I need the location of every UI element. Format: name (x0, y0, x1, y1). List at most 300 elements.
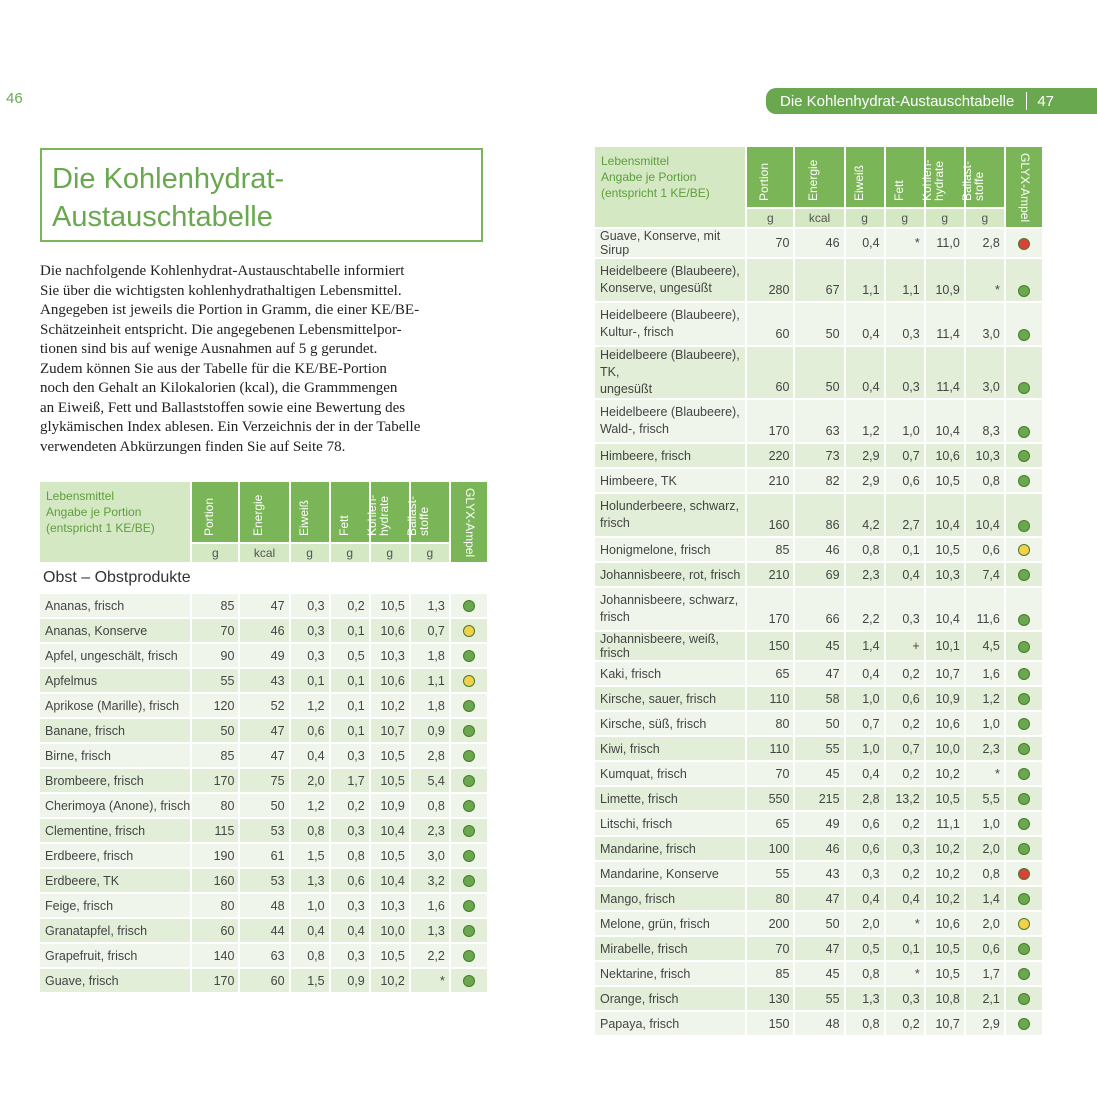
intro-line: Angegeben ist jeweils die Portion in Gramm, die einer KE/BE- (40, 302, 420, 318)
value-cell: 10,4 (926, 588, 964, 630)
table-header-row (595, 147, 1042, 207)
value-cell: 10,2 (926, 837, 964, 860)
value-cell: 10,2 (926, 862, 964, 885)
value-cell: 0,3 (291, 594, 329, 617)
value-cell: 110 (747, 737, 793, 760)
value-cell: 170 (192, 769, 238, 792)
glyx-dot-green (1018, 1018, 1030, 1030)
table-row (595, 303, 1042, 345)
glyx-cell (1006, 787, 1042, 810)
value-cell: 2,0 (846, 912, 884, 935)
column-header-food (595, 147, 745, 227)
value-cell: 10,9 (926, 687, 964, 710)
column-unit: g (371, 544, 409, 562)
value-cell: 1,6 (411, 894, 449, 917)
value-cell: 67 (795, 259, 843, 301)
value-cell: * (886, 962, 924, 985)
column-unit: g (966, 209, 1004, 227)
intro-line: tionen sind bis auf wenige Ausnahmen auf 5 g gerundet. (40, 341, 378, 357)
value-cell: 3,0 (966, 347, 1004, 398)
value-cell: 7,4 (966, 563, 1004, 586)
column-header-label: Ballast- stoffe (404, 495, 431, 536)
value-cell: 80 (192, 794, 238, 817)
value-cell: 1,3 (846, 987, 884, 1010)
table-row (595, 712, 1042, 735)
value-cell: 2,1 (966, 987, 1004, 1010)
intro-line: Zudem können Sie aus der Tabelle für die KE/BE-Portion (40, 360, 387, 377)
column-header-glyx-label: GLYX-Ampel (462, 488, 477, 558)
food-name (595, 563, 745, 586)
table-row (595, 887, 1042, 910)
value-cell: 0,3 (886, 303, 924, 345)
value-cell: 0,3 (291, 644, 329, 667)
glyx-cell (451, 869, 487, 892)
chapter-title-line: Austauschtabelle (52, 201, 273, 233)
value-cell: 0,4 (846, 303, 884, 345)
glyx-dot-green (1018, 693, 1030, 705)
value-cell: * (966, 762, 1004, 785)
value-cell: 52 (240, 694, 288, 717)
column-header-3 (886, 147, 924, 207)
glyx-dot-green (463, 750, 475, 762)
table-row (595, 962, 1042, 985)
food-name (595, 737, 745, 760)
value-cell: 0,6 (331, 869, 369, 892)
value-cell: 55 (795, 987, 843, 1010)
glyx-cell (1006, 987, 1042, 1010)
glyx-cell (451, 644, 487, 667)
value-cell: 85 (747, 538, 793, 561)
column-header-label: Fett (891, 180, 906, 201)
value-cell: 170 (747, 588, 793, 630)
value-cell: 0,3 (291, 619, 329, 642)
glyx-cell (451, 969, 487, 992)
food-name (40, 869, 190, 892)
value-cell: 10,6 (926, 712, 964, 735)
value-cell: 11,0 (926, 229, 964, 257)
food-name-line: Wald-, frisch (600, 422, 669, 436)
food-name-line: Kirsche, sauer, frisch (600, 691, 717, 706)
glyx-dot-yellow (463, 625, 475, 637)
table-row (40, 669, 487, 692)
food-name-line: Erdbeere, TK (45, 873, 120, 888)
column-header-label: Energie (806, 159, 821, 201)
value-cell: 10,3 (371, 894, 409, 917)
column-header-food-line: (entspricht 1 KE/BE) (601, 186, 710, 200)
value-cell: 0,8 (966, 862, 1004, 885)
glyx-dot-green (1018, 520, 1030, 532)
value-cell: 0,6 (886, 469, 924, 492)
value-cell: 0,2 (886, 712, 924, 735)
page-number-right: 47 (1037, 92, 1054, 110)
value-cell: 0,4 (331, 919, 369, 942)
glyx-cell (1006, 1012, 1042, 1035)
food-name-line: Mango, frisch (600, 891, 676, 906)
value-cell: 0,8 (411, 794, 449, 817)
glyx-cell (1006, 962, 1042, 985)
value-cell: 1,8 (411, 694, 449, 717)
glyx-dot-yellow (1018, 544, 1030, 556)
food-name (40, 794, 190, 817)
glyx-dot-green (463, 950, 475, 962)
intro-line: Die nachfolgende Kohlenhydrat-Austauschtabelle informiert (40, 263, 405, 279)
food-name (40, 819, 190, 842)
value-cell: 110 (747, 687, 793, 710)
food-name-line: Kaki, frisch (600, 666, 662, 681)
value-cell: 85 (747, 962, 793, 985)
value-cell: 0,4 (886, 563, 924, 586)
value-cell: 53 (240, 819, 288, 842)
value-cell: 0,1 (331, 619, 369, 642)
value-cell: 2,9 (846, 469, 884, 492)
value-cell: 0,3 (886, 837, 924, 860)
value-cell: 2,3 (966, 737, 1004, 760)
glyx-dot-green (463, 800, 475, 812)
header-divider (1026, 92, 1027, 110)
value-cell: 10,5 (926, 937, 964, 960)
glyx-cell (1006, 712, 1042, 735)
glyx-dot-green (1018, 968, 1030, 980)
value-cell: + (886, 632, 924, 660)
table-left (38, 480, 489, 994)
glyx-dot-green (1018, 285, 1030, 297)
column-header-0 (192, 482, 238, 542)
value-cell: 10,5 (371, 944, 409, 967)
value-cell: 200 (747, 912, 793, 935)
glyx-dot-red (1018, 238, 1030, 250)
value-cell: 1,4 (966, 887, 1004, 910)
value-cell: 0,3 (331, 944, 369, 967)
table-row (40, 819, 487, 842)
value-cell: 46 (240, 619, 288, 642)
value-cell: 0,1 (331, 669, 369, 692)
value-cell: 10,9 (371, 794, 409, 817)
value-cell: * (886, 229, 924, 257)
table-row (595, 937, 1042, 960)
table-row (40, 794, 487, 817)
column-unit: g (886, 209, 924, 227)
value-cell: 0,7 (846, 712, 884, 735)
value-cell: 0,1 (291, 669, 329, 692)
food-name-line: frisch (600, 610, 630, 624)
value-cell: 0,8 (291, 819, 329, 842)
glyx-cell (1006, 303, 1042, 345)
value-cell: 80 (747, 712, 793, 735)
value-cell: 10,2 (926, 762, 964, 785)
glyx-dot-green (463, 650, 475, 662)
table-row (40, 719, 487, 742)
food-name (40, 744, 190, 767)
value-cell: 150 (747, 1012, 793, 1035)
glyx-cell (451, 744, 487, 767)
column-header-3 (331, 482, 369, 542)
value-cell: 2,3 (846, 563, 884, 586)
column-header-food-line: Lebensmittel (601, 154, 670, 168)
value-cell: 210 (747, 469, 793, 492)
value-cell: 0,8 (846, 1012, 884, 1035)
glyx-dot-red (1018, 868, 1030, 880)
value-cell: 47 (240, 744, 288, 767)
value-cell: 10,7 (926, 1012, 964, 1035)
value-cell: 1,8 (411, 644, 449, 667)
column-header-label: Portion (757, 162, 772, 201)
table-row (40, 594, 487, 617)
running-header-title: Die Kohlenhydrat-Austauschtabelle (780, 92, 1015, 110)
value-cell: 60 (192, 919, 238, 942)
value-cell: 60 (240, 969, 288, 992)
page-number-left: 46 (6, 90, 23, 107)
value-cell: 0,3 (331, 894, 369, 917)
value-cell: 2,9 (846, 444, 884, 467)
table-row (40, 744, 487, 767)
value-cell: 53 (240, 869, 288, 892)
food-name (40, 944, 190, 967)
value-cell: 10,5 (371, 844, 409, 867)
value-cell: 61 (240, 844, 288, 867)
food-name-line: Melone, grün, frisch (600, 916, 710, 931)
glyx-cell (1006, 400, 1042, 442)
food-name-line: Ananas, Konserve (45, 623, 148, 638)
value-cell: 0,4 (846, 662, 884, 685)
value-cell: 45 (795, 632, 843, 660)
food-name-line: Litschi, frisch (600, 816, 673, 831)
value-cell: 45 (795, 762, 843, 785)
glyx-cell (451, 844, 487, 867)
value-cell: 1,1 (411, 669, 449, 692)
column-header-glyx-label: GLYX-Ampel (1017, 153, 1032, 223)
column-header-glyx (451, 482, 487, 562)
value-cell: 0,4 (846, 347, 884, 398)
glyx-dot-green (1018, 614, 1030, 626)
food-name (40, 669, 190, 692)
glyx-cell (451, 919, 487, 942)
value-cell: 90 (192, 644, 238, 667)
glyx-cell (1006, 687, 1042, 710)
food-name-line: Himbeere, frisch (600, 448, 691, 463)
food-name (40, 619, 190, 642)
value-cell: 170 (192, 969, 238, 992)
value-cell: 10,2 (926, 887, 964, 910)
glyx-cell (1006, 229, 1042, 257)
glyx-cell (1006, 347, 1042, 398)
value-cell: 10,5 (371, 744, 409, 767)
column-header-1 (795, 147, 843, 207)
value-cell: 1,2 (966, 687, 1004, 710)
column-header-2 (846, 147, 884, 207)
value-cell: 0,6 (291, 719, 329, 742)
table-row (595, 912, 1042, 935)
food-name (595, 303, 745, 345)
value-cell: 10,2 (371, 694, 409, 717)
table-row (595, 812, 1042, 835)
food-name (595, 469, 745, 492)
food-name (595, 632, 745, 660)
value-cell: 43 (795, 862, 843, 885)
value-cell: 0,4 (846, 887, 884, 910)
glyx-dot-green (463, 725, 475, 737)
food-name-line: frisch (600, 516, 630, 530)
value-cell: 2,0 (966, 912, 1004, 935)
table-row (40, 919, 487, 942)
value-cell: 10,6 (926, 912, 964, 935)
glyx-dot-green (1018, 993, 1030, 1005)
value-cell: 0,8 (846, 538, 884, 561)
value-cell: 0,4 (291, 919, 329, 942)
glyx-dot-green (463, 600, 475, 612)
value-cell: 1,3 (411, 919, 449, 942)
glyx-cell (1006, 494, 1042, 536)
column-header-2 (291, 482, 329, 542)
value-cell: 10,4 (371, 819, 409, 842)
value-cell: 0,1 (886, 538, 924, 561)
glyx-dot-green (1018, 475, 1030, 487)
glyx-cell (1006, 762, 1042, 785)
food-name (595, 538, 745, 561)
value-cell: 85 (192, 594, 238, 617)
value-cell: 0,5 (846, 937, 884, 960)
glyx-dot-green (463, 875, 475, 887)
column-header-4 (364, 482, 409, 542)
value-cell: 1,0 (846, 687, 884, 710)
value-cell: 46 (795, 538, 843, 561)
glyx-cell (1006, 259, 1042, 301)
glyx-cell (1006, 469, 1042, 492)
column-header-label: Portion (202, 497, 217, 536)
table-row (40, 694, 487, 717)
value-cell: 10,3 (926, 563, 964, 586)
section-title: Obst – Obstprodukte (43, 569, 191, 586)
food-name-line: Cherimoya (Anone), frisch (45, 798, 191, 813)
value-cell: 0,3 (331, 819, 369, 842)
column-unit: g (747, 209, 793, 227)
table-row (595, 444, 1042, 467)
value-cell: 0,1 (886, 937, 924, 960)
chapter-title-line: Die Kohlenhydrat- (52, 163, 285, 195)
column-unit: g (192, 544, 238, 562)
value-cell: * (886, 912, 924, 935)
value-cell: 10,6 (371, 669, 409, 692)
glyx-cell (1006, 937, 1042, 960)
value-cell: 11,6 (966, 588, 1004, 630)
value-cell: 50 (795, 912, 843, 935)
food-name (595, 259, 745, 301)
value-cell: 55 (747, 862, 793, 885)
value-cell: 10,9 (926, 259, 964, 301)
table-row (595, 538, 1042, 561)
table-row (595, 862, 1042, 885)
value-cell: 50 (240, 794, 288, 817)
value-cell: 43 (240, 669, 288, 692)
value-cell: 170 (747, 400, 793, 442)
value-cell: 73 (795, 444, 843, 467)
value-cell: 160 (747, 494, 793, 536)
food-name-line: Banane, frisch (45, 723, 125, 738)
table-row (595, 588, 1042, 630)
value-cell: 0,4 (846, 229, 884, 257)
glyx-dot-green (1018, 329, 1030, 341)
glyx-dot-green (1018, 450, 1030, 462)
value-cell: 11,4 (926, 303, 964, 345)
value-cell: 44 (240, 919, 288, 942)
value-cell: 3,0 (411, 844, 449, 867)
food-name (595, 1012, 745, 1035)
table-row (595, 1012, 1042, 1035)
value-cell: 10,0 (371, 919, 409, 942)
column-header-5 (959, 147, 1004, 207)
value-cell: 550 (747, 787, 793, 810)
value-cell: 47 (795, 937, 843, 960)
value-cell: 10,4 (966, 494, 1004, 536)
value-cell: 50 (795, 712, 843, 735)
value-cell: 10,8 (926, 987, 964, 1010)
value-cell: 0,1 (331, 694, 369, 717)
glyx-cell (1006, 444, 1042, 467)
value-cell: 1,2 (291, 694, 329, 717)
food-name-line: Guave, Konserve, mit Sirup (600, 229, 721, 257)
column-unit: g (926, 209, 964, 227)
value-cell: 0,7 (886, 737, 924, 760)
value-cell: 280 (747, 259, 793, 301)
glyx-dot-green (463, 900, 475, 912)
food-name (595, 962, 745, 985)
glyx-cell (1006, 887, 1042, 910)
glyx-cell (1006, 538, 1042, 561)
food-name (595, 444, 745, 467)
value-cell: 50 (192, 719, 238, 742)
glyx-dot-green (1018, 843, 1030, 855)
value-cell: 10,7 (926, 662, 964, 685)
glyx-dot-green (1018, 818, 1030, 830)
glyx-dot-yellow (463, 675, 475, 687)
value-cell: 46 (795, 229, 843, 257)
food-name (595, 687, 745, 710)
glyx-dot-green (1018, 569, 1030, 581)
value-cell: 10,6 (371, 619, 409, 642)
column-unit: kcal (795, 209, 843, 227)
intro-paragraph (40, 262, 490, 457)
food-name-line: Johannisbeere, schwarz, (600, 593, 739, 607)
value-cell: 2,0 (291, 769, 329, 792)
food-name-line: Kiwi, frisch (600, 741, 660, 756)
table-row (40, 969, 487, 992)
value-cell: 2,7 (886, 494, 924, 536)
value-cell: 0,3 (886, 347, 924, 398)
value-cell: 10,5 (371, 769, 409, 792)
value-cell: 80 (192, 894, 238, 917)
value-cell: 48 (795, 1012, 843, 1035)
value-cell: 1,2 (846, 400, 884, 442)
food-name-line: Papaya, frisch (600, 1016, 680, 1031)
food-name-line: Aprikose (Marille), frisch (45, 698, 180, 713)
value-cell: 0,7 (411, 619, 449, 642)
glyx-dot-green (1018, 943, 1030, 955)
food-name (595, 987, 745, 1010)
value-cell: * (411, 969, 449, 992)
running-header (766, 88, 1097, 114)
table-row (595, 400, 1042, 442)
value-cell: 2,9 (966, 1012, 1004, 1035)
table-header-row (40, 482, 487, 542)
value-cell: 10,7 (371, 719, 409, 742)
value-cell: 0,4 (291, 744, 329, 767)
value-cell: 55 (192, 669, 238, 692)
food-name (40, 594, 190, 617)
value-cell: 0,9 (331, 969, 369, 992)
column-header-food-line: Angabe je Portion (601, 170, 697, 184)
glyx-dot-yellow (1018, 918, 1030, 930)
value-cell: 4,2 (846, 494, 884, 536)
food-name (595, 912, 745, 935)
